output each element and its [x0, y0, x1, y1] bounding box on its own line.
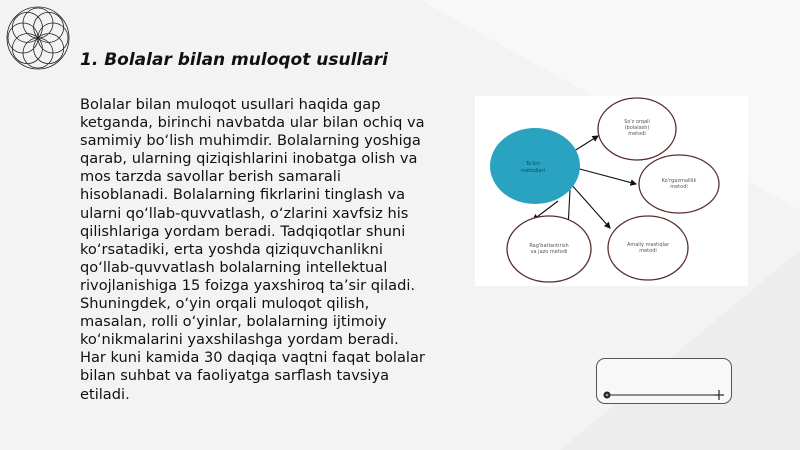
- slide-body-text: Bolalar bilan muloqot usullari haqida gap ketganda, birinchi navbatda ular bilan ochiq va samimiy bo‘lish muhimdir. Bolalarning yoshiga qarab, ularning qiziqishlarini inobatga olish va mos tarzda savollar berish samarali hisoblanadi. Bolalarning fikrlarini tinglash va ularni qo‘llab-quvvatlash, o‘zlarini xavfsiz his qilishlariga yordam beradi. Tadqiqotlar shuni ko‘rsatadiki, erta yoshda qiziquvchanlikni qo‘llab-quvvatlash bolalarning intellektual rivojlanishiga 15 foizga yaxshiroq ta’sir qiladi. Shuningdek, o‘yin orqali muloqot qilish, masalan, rolli o‘yinlar, bolalarning ijtimoiy ko‘nikmalarini yaxshilashga yordam beradi. Har kuni kamida 30 daqiqa vaqtni faqat bolalar bilan suhbat va faoliyatga sarflash tavsiya etiladi.: [80, 96, 425, 403]
- node-1-label-2: (bolalash): [624, 125, 650, 131]
- methods-diagram: [475, 96, 748, 286]
- node-3-label-1: Amaliy mashqlar: [626, 242, 670, 248]
- node-1-label-3: metodi: [628, 131, 646, 137]
- node-3-label-2: metodi: [639, 248, 657, 254]
- node-2-label-2: metodi: [670, 184, 688, 190]
- slide-title: 1. Bolalar bilan muloqot usullari: [80, 50, 388, 70]
- node-4-label-2: va jazo metodi: [530, 249, 568, 255]
- node-4-label-1: Rag'batlantirish: [529, 243, 569, 249]
- center-node-label-1: Ta'lim: [525, 161, 541, 167]
- node-2-label-1: Ko'rgazmalilik: [661, 178, 697, 184]
- end-marker-icon: [714, 390, 724, 400]
- media-player-control[interactable]: [596, 358, 732, 404]
- center-node-label-2: metodlari: [520, 168, 546, 174]
- node-1-label-1: So'z orqali: [624, 119, 650, 125]
- spirograph-icon: [4, 4, 72, 72]
